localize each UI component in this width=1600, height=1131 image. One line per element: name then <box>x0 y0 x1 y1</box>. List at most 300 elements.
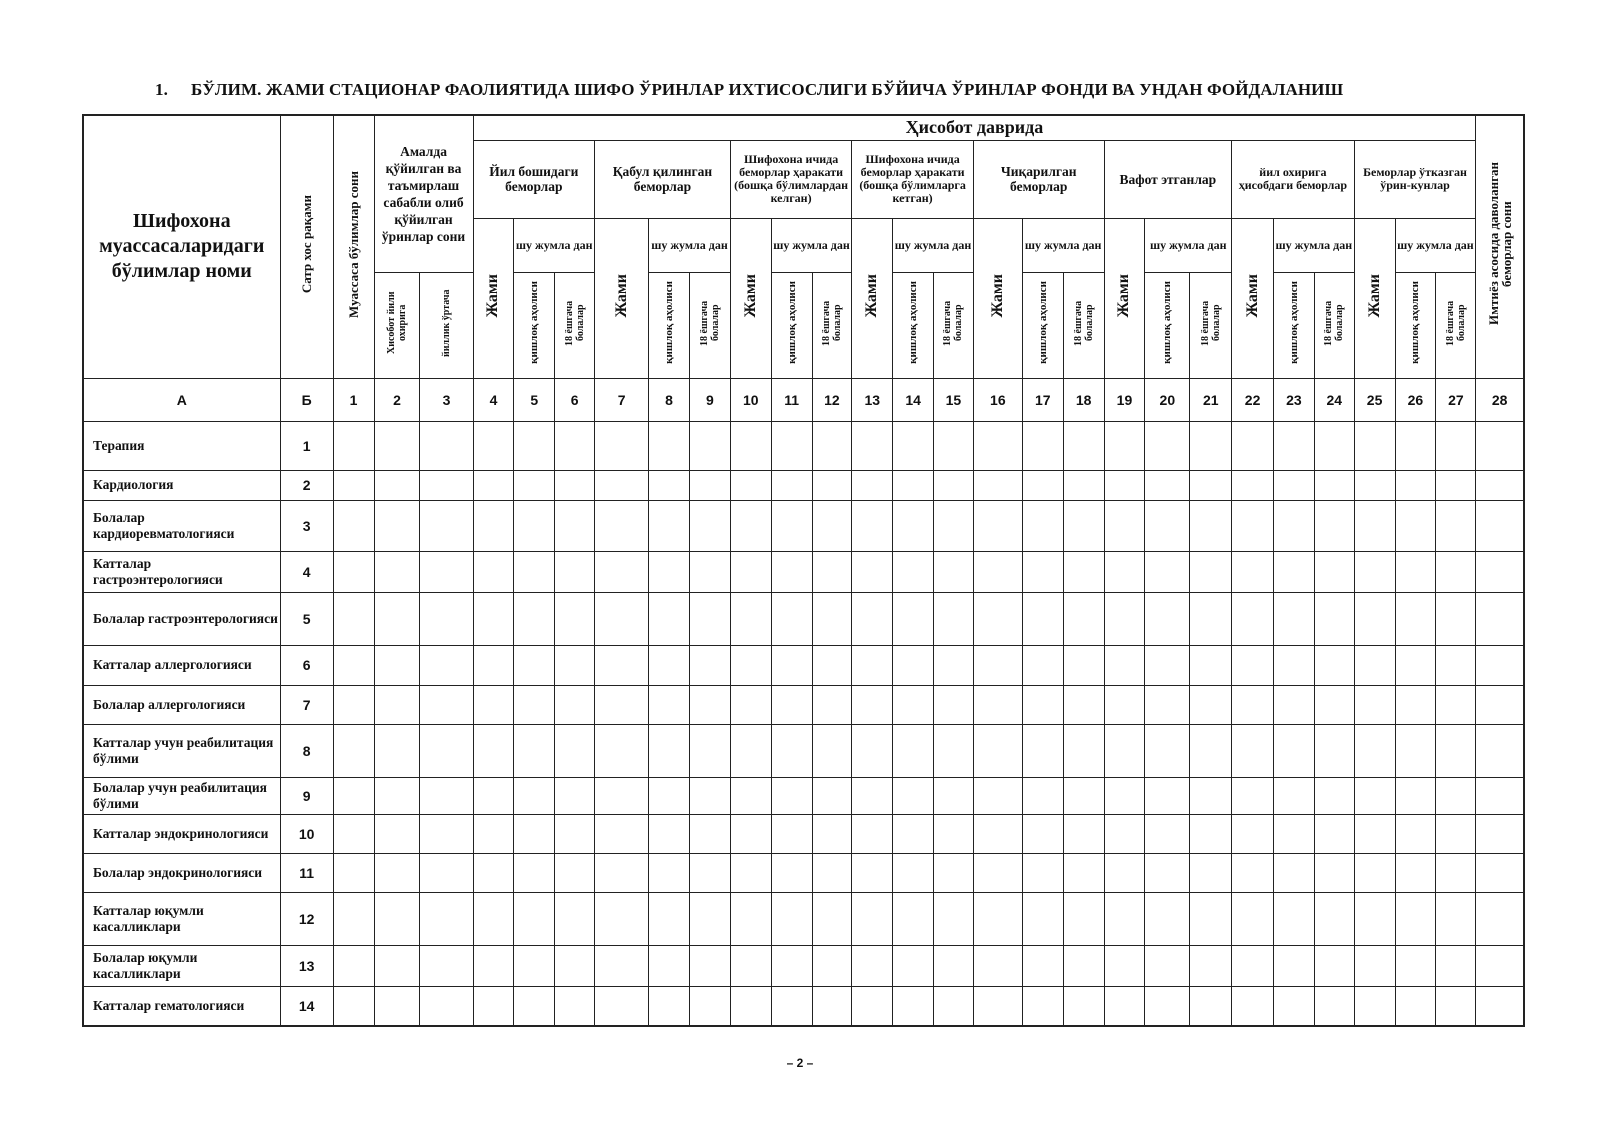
data-entry-cell[interactable] <box>555 777 595 814</box>
data-entry-cell[interactable] <box>1314 421 1354 470</box>
data-entry-cell[interactable] <box>1145 945 1190 986</box>
data-entry-cell[interactable] <box>514 685 555 724</box>
data-entry-cell[interactable] <box>420 470 473 500</box>
data-entry-cell[interactable] <box>1274 814 1315 853</box>
data-entry-cell[interactable] <box>1476 421 1524 470</box>
data-entry-cell[interactable] <box>649 551 690 592</box>
data-entry-cell[interactable] <box>1314 986 1354 1026</box>
data-entry-cell[interactable] <box>420 724 473 777</box>
data-entry-cell[interactable] <box>1022 551 1063 592</box>
data-entry-cell[interactable] <box>1232 945 1274 986</box>
data-entry-cell[interactable] <box>1104 945 1145 986</box>
data-entry-cell[interactable] <box>730 592 771 645</box>
data-entry-cell[interactable] <box>1145 814 1190 853</box>
data-entry-cell[interactable] <box>730 777 771 814</box>
data-entry-cell[interactable] <box>893 777 934 814</box>
data-entry-cell[interactable] <box>934 645 974 685</box>
data-entry-cell[interactable] <box>812 853 852 892</box>
data-entry-cell[interactable] <box>555 892 595 945</box>
data-entry-cell[interactable] <box>1063 500 1104 551</box>
data-entry-cell[interactable] <box>893 945 934 986</box>
data-entry-cell[interactable] <box>1104 685 1145 724</box>
data-entry-cell[interactable] <box>1063 685 1104 724</box>
data-entry-cell[interactable] <box>1022 945 1063 986</box>
data-entry-cell[interactable] <box>555 470 595 500</box>
data-entry-cell[interactable] <box>473 551 514 592</box>
data-entry-cell[interactable] <box>1354 551 1395 592</box>
data-entry-cell[interactable] <box>1145 685 1190 724</box>
data-entry-cell[interactable] <box>514 892 555 945</box>
data-entry-cell[interactable] <box>812 470 852 500</box>
data-entry-cell[interactable] <box>973 592 1022 645</box>
data-entry-cell[interactable] <box>1395 777 1436 814</box>
data-entry-cell[interactable] <box>1145 724 1190 777</box>
data-entry-cell[interactable] <box>473 421 514 470</box>
data-entry-cell[interactable] <box>374 421 420 470</box>
data-entry-cell[interactable] <box>1436 421 1476 470</box>
data-entry-cell[interactable] <box>420 853 473 892</box>
data-entry-cell[interactable] <box>852 551 893 592</box>
data-entry-cell[interactable] <box>595 945 649 986</box>
data-entry-cell[interactable] <box>1104 777 1145 814</box>
data-entry-cell[interactable] <box>374 853 420 892</box>
data-entry-cell[interactable] <box>771 645 812 685</box>
data-entry-cell[interactable] <box>649 986 690 1026</box>
data-entry-cell[interactable] <box>771 724 812 777</box>
data-entry-cell[interactable] <box>1145 645 1190 685</box>
data-entry-cell[interactable] <box>690 945 731 986</box>
data-entry-cell[interactable] <box>1314 592 1354 645</box>
data-entry-cell[interactable] <box>1436 814 1476 853</box>
data-entry-cell[interactable] <box>555 814 595 853</box>
data-entry-cell[interactable] <box>812 421 852 470</box>
data-entry-cell[interactable] <box>1314 853 1354 892</box>
data-entry-cell[interactable] <box>1436 853 1476 892</box>
data-entry-cell[interactable] <box>973 986 1022 1026</box>
data-entry-cell[interactable] <box>420 814 473 853</box>
data-entry-cell[interactable] <box>555 551 595 592</box>
data-entry-cell[interactable] <box>555 645 595 685</box>
data-entry-cell[interactable] <box>1436 645 1476 685</box>
data-entry-cell[interactable] <box>1104 592 1145 645</box>
data-entry-cell[interactable] <box>1436 592 1476 645</box>
data-entry-cell[interactable] <box>374 777 420 814</box>
data-entry-cell[interactable] <box>893 724 934 777</box>
data-entry-cell[interactable] <box>1274 645 1315 685</box>
data-entry-cell[interactable] <box>812 945 852 986</box>
data-entry-cell[interactable] <box>1145 853 1190 892</box>
data-entry-cell[interactable] <box>473 814 514 853</box>
data-entry-cell[interactable] <box>649 853 690 892</box>
data-entry-cell[interactable] <box>1022 986 1063 1026</box>
data-entry-cell[interactable] <box>1476 853 1524 892</box>
data-entry-cell[interactable] <box>473 945 514 986</box>
data-entry-cell[interactable] <box>973 685 1022 724</box>
data-entry-cell[interactable] <box>1063 945 1104 986</box>
data-entry-cell[interactable] <box>473 645 514 685</box>
data-entry-cell[interactable] <box>1395 470 1436 500</box>
data-entry-cell[interactable] <box>473 470 514 500</box>
data-entry-cell[interactable] <box>555 986 595 1026</box>
data-entry-cell[interactable] <box>555 421 595 470</box>
data-entry-cell[interactable] <box>1395 592 1436 645</box>
data-entry-cell[interactable] <box>1104 551 1145 592</box>
data-entry-cell[interactable] <box>771 945 812 986</box>
data-entry-cell[interactable] <box>649 592 690 645</box>
data-entry-cell[interactable] <box>595 685 649 724</box>
data-entry-cell[interactable] <box>1476 500 1524 551</box>
data-entry-cell[interactable] <box>1190 551 1232 592</box>
data-entry-cell[interactable] <box>1190 892 1232 945</box>
data-entry-cell[interactable] <box>1395 645 1436 685</box>
data-entry-cell[interactable] <box>771 853 812 892</box>
data-entry-cell[interactable] <box>1104 645 1145 685</box>
data-entry-cell[interactable] <box>1395 945 1436 986</box>
data-entry-cell[interactable] <box>374 945 420 986</box>
data-entry-cell[interactable] <box>690 892 731 945</box>
data-entry-cell[interactable] <box>1063 986 1104 1026</box>
data-entry-cell[interactable] <box>973 892 1022 945</box>
data-entry-cell[interactable] <box>1022 470 1063 500</box>
data-entry-cell[interactable] <box>473 592 514 645</box>
data-entry-cell[interactable] <box>1314 777 1354 814</box>
data-entry-cell[interactable] <box>1476 724 1524 777</box>
data-entry-cell[interactable] <box>514 853 555 892</box>
data-entry-cell[interactable] <box>1022 853 1063 892</box>
data-entry-cell[interactable] <box>934 724 974 777</box>
data-entry-cell[interactable] <box>1145 892 1190 945</box>
data-entry-cell[interactable] <box>1274 421 1315 470</box>
data-entry-cell[interactable] <box>852 421 893 470</box>
data-entry-cell[interactable] <box>1274 853 1315 892</box>
data-entry-cell[interactable] <box>1232 892 1274 945</box>
data-entry-cell[interactable] <box>514 724 555 777</box>
data-entry-cell[interactable] <box>420 777 473 814</box>
data-entry-cell[interactable] <box>973 645 1022 685</box>
data-entry-cell[interactable] <box>1436 945 1476 986</box>
data-entry-cell[interactable] <box>1063 892 1104 945</box>
data-entry-cell[interactable] <box>1190 945 1232 986</box>
data-entry-cell[interactable] <box>374 500 420 551</box>
data-entry-cell[interactable] <box>1354 814 1395 853</box>
data-entry-cell[interactable] <box>852 470 893 500</box>
data-entry-cell[interactable] <box>973 814 1022 853</box>
data-entry-cell[interactable] <box>812 892 852 945</box>
data-entry-cell[interactable] <box>1476 685 1524 724</box>
data-entry-cell[interactable] <box>1395 551 1436 592</box>
data-entry-cell[interactable] <box>374 551 420 592</box>
data-entry-cell[interactable] <box>852 685 893 724</box>
data-entry-cell[interactable] <box>812 724 852 777</box>
data-entry-cell[interactable] <box>1145 986 1190 1026</box>
data-entry-cell[interactable] <box>1190 986 1232 1026</box>
data-entry-cell[interactable] <box>1145 421 1190 470</box>
data-entry-cell[interactable] <box>333 814 374 853</box>
data-entry-cell[interactable] <box>852 777 893 814</box>
data-entry-cell[interactable] <box>934 421 974 470</box>
data-entry-cell[interactable] <box>473 853 514 892</box>
data-entry-cell[interactable] <box>333 892 374 945</box>
data-entry-cell[interactable] <box>934 814 974 853</box>
data-entry-cell[interactable] <box>852 592 893 645</box>
data-entry-cell[interactable] <box>1354 986 1395 1026</box>
data-entry-cell[interactable] <box>514 470 555 500</box>
data-entry-cell[interactable] <box>649 500 690 551</box>
data-entry-cell[interactable] <box>1063 814 1104 853</box>
data-entry-cell[interactable] <box>555 853 595 892</box>
data-entry-cell[interactable] <box>690 592 731 645</box>
data-entry-cell[interactable] <box>1063 724 1104 777</box>
data-entry-cell[interactable] <box>1436 777 1476 814</box>
data-entry-cell[interactable] <box>1232 724 1274 777</box>
data-entry-cell[interactable] <box>893 421 934 470</box>
data-entry-cell[interactable] <box>730 986 771 1026</box>
data-entry-cell[interactable] <box>649 945 690 986</box>
data-entry-cell[interactable] <box>1314 724 1354 777</box>
data-entry-cell[interactable] <box>420 592 473 645</box>
data-entry-cell[interactable] <box>1314 892 1354 945</box>
data-entry-cell[interactable] <box>1190 685 1232 724</box>
data-entry-cell[interactable] <box>934 986 974 1026</box>
data-entry-cell[interactable] <box>1232 853 1274 892</box>
data-entry-cell[interactable] <box>893 500 934 551</box>
data-entry-cell[interactable] <box>1104 892 1145 945</box>
data-entry-cell[interactable] <box>1104 470 1145 500</box>
data-entry-cell[interactable] <box>1314 645 1354 685</box>
data-entry-cell[interactable] <box>420 685 473 724</box>
data-entry-cell[interactable] <box>1145 500 1190 551</box>
data-entry-cell[interactable] <box>1436 551 1476 592</box>
data-entry-cell[interactable] <box>812 685 852 724</box>
data-entry-cell[interactable] <box>374 645 420 685</box>
data-entry-cell[interactable] <box>420 551 473 592</box>
data-entry-cell[interactable] <box>333 945 374 986</box>
data-entry-cell[interactable] <box>973 724 1022 777</box>
data-entry-cell[interactable] <box>690 724 731 777</box>
data-entry-cell[interactable] <box>1354 421 1395 470</box>
data-entry-cell[interactable] <box>771 814 812 853</box>
data-entry-cell[interactable] <box>1104 724 1145 777</box>
data-entry-cell[interactable] <box>1232 814 1274 853</box>
data-entry-cell[interactable] <box>1232 986 1274 1026</box>
data-entry-cell[interactable] <box>1354 470 1395 500</box>
data-entry-cell[interactable] <box>333 592 374 645</box>
data-entry-cell[interactable] <box>473 500 514 551</box>
data-entry-cell[interactable] <box>649 777 690 814</box>
data-entry-cell[interactable] <box>649 724 690 777</box>
data-entry-cell[interactable] <box>514 986 555 1026</box>
data-entry-cell[interactable] <box>1395 814 1436 853</box>
data-entry-cell[interactable] <box>934 470 974 500</box>
data-entry-cell[interactable] <box>893 592 934 645</box>
data-entry-cell[interactable] <box>1190 777 1232 814</box>
data-entry-cell[interactable] <box>1395 685 1436 724</box>
data-entry-cell[interactable] <box>1022 500 1063 551</box>
data-entry-cell[interactable] <box>973 777 1022 814</box>
data-entry-cell[interactable] <box>374 592 420 645</box>
data-entry-cell[interactable] <box>555 945 595 986</box>
data-entry-cell[interactable] <box>1145 777 1190 814</box>
data-entry-cell[interactable] <box>595 892 649 945</box>
data-entry-cell[interactable] <box>852 945 893 986</box>
data-entry-cell[interactable] <box>649 470 690 500</box>
data-entry-cell[interactable] <box>473 777 514 814</box>
data-entry-cell[interactable] <box>812 500 852 551</box>
data-entry-cell[interactable] <box>812 986 852 1026</box>
data-entry-cell[interactable] <box>595 777 649 814</box>
data-entry-cell[interactable] <box>1476 892 1524 945</box>
data-entry-cell[interactable] <box>1022 592 1063 645</box>
data-entry-cell[interactable] <box>1190 645 1232 685</box>
data-entry-cell[interactable] <box>690 685 731 724</box>
data-entry-cell[interactable] <box>1232 645 1274 685</box>
data-entry-cell[interactable] <box>1190 500 1232 551</box>
data-entry-cell[interactable] <box>514 592 555 645</box>
data-entry-cell[interactable] <box>514 500 555 551</box>
data-entry-cell[interactable] <box>1476 551 1524 592</box>
data-entry-cell[interactable] <box>473 986 514 1026</box>
data-entry-cell[interactable] <box>374 685 420 724</box>
data-entry-cell[interactable] <box>730 892 771 945</box>
data-entry-cell[interactable] <box>730 470 771 500</box>
data-entry-cell[interactable] <box>893 853 934 892</box>
data-entry-cell[interactable] <box>1274 685 1315 724</box>
data-entry-cell[interactable] <box>690 853 731 892</box>
data-entry-cell[interactable] <box>595 421 649 470</box>
data-entry-cell[interactable] <box>1354 724 1395 777</box>
data-entry-cell[interactable] <box>420 892 473 945</box>
data-entry-cell[interactable] <box>730 724 771 777</box>
data-entry-cell[interactable] <box>1395 853 1436 892</box>
data-entry-cell[interactable] <box>1104 986 1145 1026</box>
data-entry-cell[interactable] <box>333 645 374 685</box>
data-entry-cell[interactable] <box>1232 421 1274 470</box>
data-entry-cell[interactable] <box>333 724 374 777</box>
data-entry-cell[interactable] <box>1274 986 1315 1026</box>
data-entry-cell[interactable] <box>595 500 649 551</box>
data-entry-cell[interactable] <box>1354 685 1395 724</box>
data-entry-cell[interactable] <box>1274 777 1315 814</box>
data-entry-cell[interactable] <box>893 551 934 592</box>
data-entry-cell[interactable] <box>473 892 514 945</box>
data-entry-cell[interactable] <box>690 470 731 500</box>
data-entry-cell[interactable] <box>1063 853 1104 892</box>
data-entry-cell[interactable] <box>812 551 852 592</box>
data-entry-cell[interactable] <box>1232 470 1274 500</box>
data-entry-cell[interactable] <box>555 685 595 724</box>
data-entry-cell[interactable] <box>595 645 649 685</box>
data-entry-cell[interactable] <box>1190 853 1232 892</box>
data-entry-cell[interactable] <box>595 551 649 592</box>
data-entry-cell[interactable] <box>1436 685 1476 724</box>
data-entry-cell[interactable] <box>1232 685 1274 724</box>
data-entry-cell[interactable] <box>893 986 934 1026</box>
data-entry-cell[interactable] <box>1436 724 1476 777</box>
data-entry-cell[interactable] <box>1476 945 1524 986</box>
data-entry-cell[interactable] <box>1274 551 1315 592</box>
data-entry-cell[interactable] <box>1476 986 1524 1026</box>
data-entry-cell[interactable] <box>1274 470 1315 500</box>
data-entry-cell[interactable] <box>1354 853 1395 892</box>
data-entry-cell[interactable] <box>812 777 852 814</box>
data-entry-cell[interactable] <box>812 814 852 853</box>
data-entry-cell[interactable] <box>1476 645 1524 685</box>
data-entry-cell[interactable] <box>374 814 420 853</box>
data-entry-cell[interactable] <box>1354 592 1395 645</box>
data-entry-cell[interactable] <box>1104 421 1145 470</box>
data-entry-cell[interactable] <box>649 645 690 685</box>
data-entry-cell[interactable] <box>1022 685 1063 724</box>
data-entry-cell[interactable] <box>730 421 771 470</box>
data-entry-cell[interactable] <box>973 853 1022 892</box>
data-entry-cell[interactable] <box>934 592 974 645</box>
data-entry-cell[interactable] <box>649 685 690 724</box>
data-entry-cell[interactable] <box>595 592 649 645</box>
data-entry-cell[interactable] <box>333 421 374 470</box>
data-entry-cell[interactable] <box>771 551 812 592</box>
data-entry-cell[interactable] <box>1190 592 1232 645</box>
data-entry-cell[interactable] <box>1190 724 1232 777</box>
data-entry-cell[interactable] <box>333 551 374 592</box>
data-entry-cell[interactable] <box>1274 945 1315 986</box>
data-entry-cell[interactable] <box>1274 724 1315 777</box>
data-entry-cell[interactable] <box>1232 777 1274 814</box>
data-entry-cell[interactable] <box>852 724 893 777</box>
data-entry-cell[interactable] <box>374 986 420 1026</box>
data-entry-cell[interactable] <box>1232 592 1274 645</box>
data-entry-cell[interactable] <box>1063 470 1104 500</box>
data-entry-cell[interactable] <box>420 645 473 685</box>
data-entry-cell[interactable] <box>934 685 974 724</box>
data-entry-cell[interactable] <box>934 551 974 592</box>
data-entry-cell[interactable] <box>420 500 473 551</box>
data-entry-cell[interactable] <box>730 853 771 892</box>
data-entry-cell[interactable] <box>1063 421 1104 470</box>
data-entry-cell[interactable] <box>473 685 514 724</box>
data-entry-cell[interactable] <box>333 853 374 892</box>
data-entry-cell[interactable] <box>1274 892 1315 945</box>
data-entry-cell[interactable] <box>1314 551 1354 592</box>
data-entry-cell[interactable] <box>1190 470 1232 500</box>
data-entry-cell[interactable] <box>1274 500 1315 551</box>
data-entry-cell[interactable] <box>514 945 555 986</box>
data-entry-cell[interactable] <box>1314 470 1354 500</box>
data-entry-cell[interactable] <box>852 500 893 551</box>
data-entry-cell[interactable] <box>771 685 812 724</box>
data-entry-cell[interactable] <box>374 892 420 945</box>
data-entry-cell[interactable] <box>812 645 852 685</box>
data-entry-cell[interactable] <box>973 945 1022 986</box>
data-entry-cell[interactable] <box>730 814 771 853</box>
data-entry-cell[interactable] <box>973 500 1022 551</box>
data-entry-cell[interactable] <box>1063 645 1104 685</box>
data-entry-cell[interactable] <box>690 777 731 814</box>
data-entry-cell[interactable] <box>420 945 473 986</box>
data-entry-cell[interactable] <box>934 853 974 892</box>
data-entry-cell[interactable] <box>1022 777 1063 814</box>
data-entry-cell[interactable] <box>852 814 893 853</box>
data-entry-cell[interactable] <box>730 945 771 986</box>
data-entry-cell[interactable] <box>1022 421 1063 470</box>
data-entry-cell[interactable] <box>771 777 812 814</box>
data-entry-cell[interactable] <box>649 421 690 470</box>
data-entry-cell[interactable] <box>1395 986 1436 1026</box>
data-entry-cell[interactable] <box>973 470 1022 500</box>
data-entry-cell[interactable] <box>1232 500 1274 551</box>
data-entry-cell[interactable] <box>730 551 771 592</box>
data-entry-cell[interactable] <box>1190 421 1232 470</box>
data-entry-cell[interactable] <box>771 892 812 945</box>
